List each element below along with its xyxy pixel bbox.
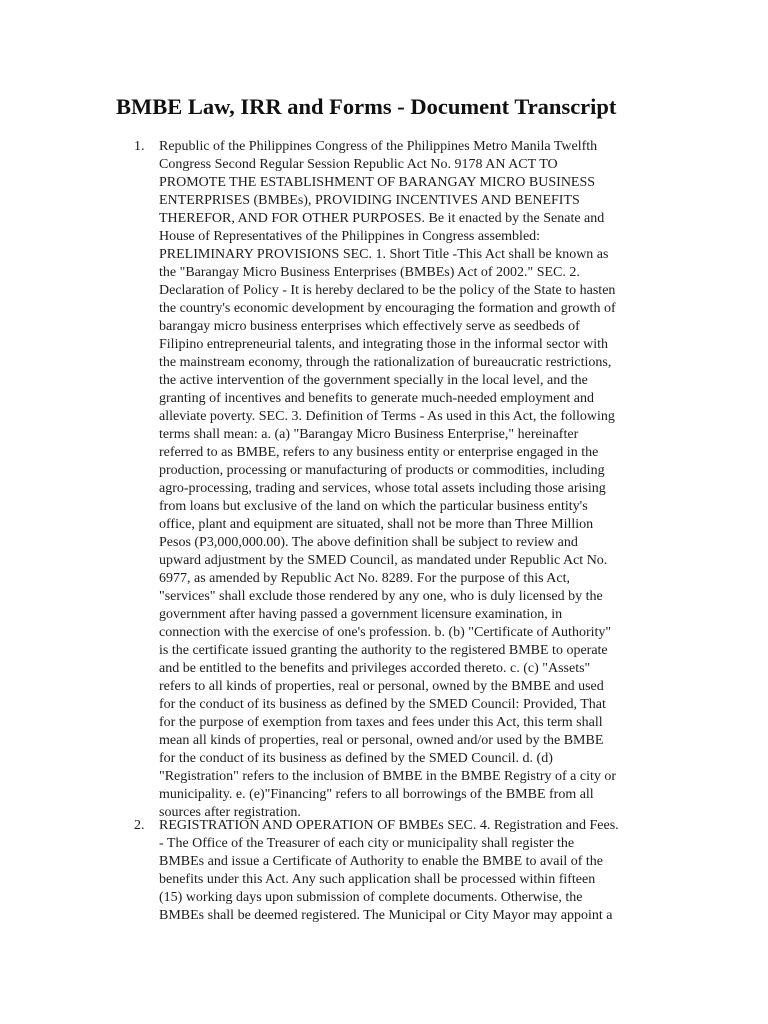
text-line: benefits under this Act. Any such application shall be processed within fifteen — [159, 872, 596, 887]
text-line: for the conduct of its business as defined by the SMED Council. d. (d) — [159, 751, 553, 766]
text-line: - The Office of the Treasurer of each city or municipality shall register the — [159, 836, 575, 851]
text-line: Filipino entrepreneurial talents, and integrating those in the informal sector with — [159, 337, 609, 352]
text-line: PROMOTE THE ESTABLISHMENT OF BARANGAY MICRO BUSINESS — [159, 175, 596, 190]
text-line: the country's economic development by encouraging the formation and growth of — [159, 301, 616, 316]
text-line: refers to all kinds of properties, real or personal, owned by the BMBE and used — [159, 679, 604, 694]
text-line: for the purpose of exemption from taxes and fees under this Act, this term shall — [159, 715, 603, 730]
list-item-text — [159, 138, 657, 822]
text-line: mean all kinds of properties, real or personal, owned and/or used by the BMBE — [159, 733, 604, 748]
text-line: and be entitled to the benefits and privileges accorded thereto. c. (c) "Assets" — [159, 661, 591, 676]
text-line: sources after registration. — [159, 805, 301, 820]
text-line: Congress Second Regular Session Republic Act No. 9178 AN ACT TO — [159, 157, 558, 172]
text-line: municipality. e. (e)"Financing" refers to all borrowings of the BMBE from all — [159, 787, 594, 802]
text-line: granting of incentives and benefits to generate much-needed employment and — [159, 391, 595, 406]
text-line: production, processing or manufacturing of products or commodities, including — [159, 463, 605, 478]
list-item — [134, 138, 657, 822]
text-line: Republic of the Philippines Congress of the Philippines Metro Manila Twelfth — [159, 139, 598, 154]
text-line: ENTERPRISES (BMBEs), PROVIDING INCENTIVES AND BENEFITS — [159, 193, 580, 208]
text-line: THEREFOR, AND FOR OTHER PURPOSES. Be it enacted by the Senate and — [159, 211, 605, 226]
document-title: BMBE Law, IRR and Forms - Document Transcript — [116, 94, 617, 119]
text-line: terms shall mean: a. (a) "Barangay Micro Business Enterprise," hereinafter — [159, 427, 579, 442]
text-line: referred to as BMBE, refers to any business entity or enterprise engaged in the — [159, 445, 599, 460]
text-line: Declaration of Policy - It is hereby declared to be the policy of the State to hasten — [159, 283, 616, 298]
text-line: the mainstream economy, through the rationalization of bureaucratic restrictions, — [159, 355, 612, 370]
text-line: BMBEs shall be deemed registered. The Municipal or City Mayor may appoint a — [159, 908, 613, 923]
text-line: PRELIMINARY PROVISIONS SEC. 1. Short Title -This Act shall be known as — [159, 247, 609, 262]
text-line: the active intervention of the government specially in the local level, and the — [159, 373, 588, 388]
list-item-number: 2. — [134, 818, 145, 833]
list-item-text — [159, 817, 657, 925]
text-line: alleviate poverty. SEC. 3. Definition of Terms - As used in this Act, the following — [159, 409, 615, 424]
text-line: BMBEs and issue a Certificate of Authority to enable the BMBE to avail of the — [159, 854, 604, 869]
text-line: for the conduct of its business as defined by the SMED Council: Provided, That — [159, 697, 606, 712]
text-line: 6977, as amended by Republic Act No. 8289. For the purpose of this Act, — [159, 571, 570, 586]
text-line: House of Representatives of the Philippines in Congress assembled: — [159, 229, 541, 244]
text-line: government after having passed a government licensure examination, in — [159, 607, 563, 622]
text-line: "services" shall exclude those rendered by any one, who is duly licensed by the — [159, 589, 603, 604]
text-line: Pesos (P3,000,000.00). The above definition shall be subject to review and — [159, 535, 578, 550]
text-line: from loans but exclusive of the land on which the particular business entity's — [159, 499, 588, 514]
text-line: is the certificate issued granting the authority to the registered BMBE to operate — [159, 643, 608, 658]
text-line: (15) working days upon submission of complete documents. Otherwise, the — [159, 890, 583, 905]
text-line: "Registration" refers to the inclusion of BMBE in the BMBE Registry of a city or — [159, 769, 617, 784]
text-line: the "Barangay Micro Business Enterprises (BMBEs) Act of 2002." SEC. 2. — [159, 265, 580, 280]
list-item — [134, 817, 657, 925]
list-item-number: 1. — [134, 139, 145, 154]
text-line: office, plant and equipment are situated, shall not be more than Three Million — [159, 517, 594, 532]
text-line: upward adjustment by the SMED Council, as mandated under Republic Act No. — [159, 553, 608, 568]
text-line: connection with the exercise of one's profession. b. (b) "Certificate of Authority" — [159, 625, 612, 640]
text-line: barangay micro business enterprises which effectively serve as seedbeds of — [159, 319, 580, 334]
text-line: REGISTRATION AND OPERATION OF BMBEs SEC. 4. Registration and Fees. — [159, 818, 619, 833]
text-line: agro-processing, trading and services, whose total assets including those arising — [159, 481, 606, 496]
